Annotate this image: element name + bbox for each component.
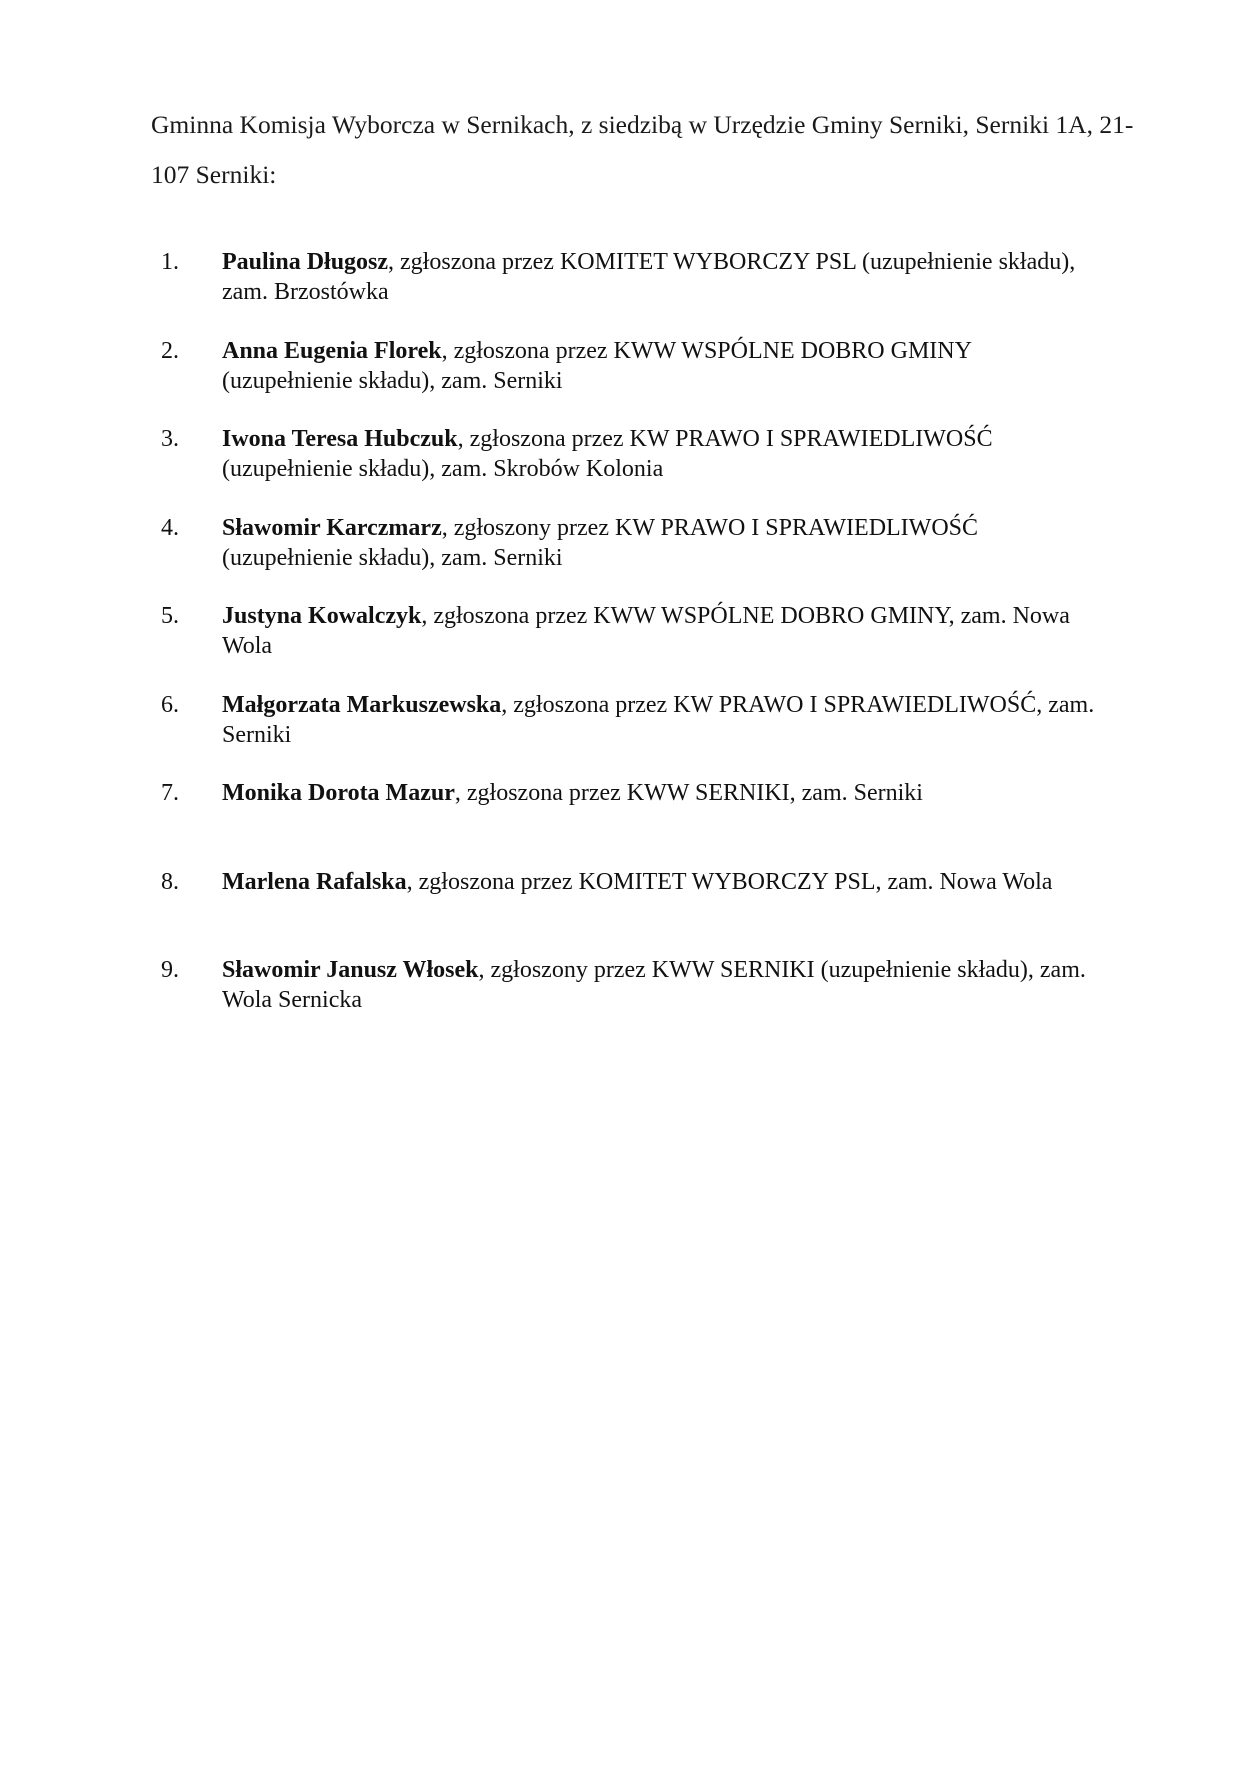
item-text xyxy=(222,424,1102,484)
member-details: , zgłoszona przez KWW WSPÓLNE DOBRO GMINY, zam. Nowa Wola xyxy=(222,603,1070,659)
item-number: 9. xyxy=(161,957,179,983)
member-name: Małgorzata Markuszewska xyxy=(222,691,502,718)
item-text xyxy=(222,247,1102,307)
member-details: , zgłoszona przez KW PRAWO I SPRAWIEDLIWOŚĆ (uzupełnienie składu), zam. Skrobów Kolonia xyxy=(222,426,993,482)
member-name: Sławomir Janusz Włosek xyxy=(222,957,479,983)
member-name: Sławomir Karczmarz xyxy=(222,514,442,541)
item-text xyxy=(222,955,1102,1015)
list-item xyxy=(0,513,1260,602)
item-text xyxy=(222,778,1102,808)
list-item xyxy=(0,601,1260,690)
list-item xyxy=(0,955,1260,1044)
commission-heading: Gminna Komisja Wyborcza w Sernikach, z siedzibą w Urzędzie Gminy Serniki, Serniki 1A, 21-107 Serniki: xyxy=(151,110,1134,189)
member-name: Anna Eugenia Florek xyxy=(222,337,442,364)
item-number: 5. xyxy=(161,603,179,629)
item-text xyxy=(222,690,1102,750)
member-details: , zgłoszona przez KWW WSPÓLNE DOBRO GMINY (uzupełnienie składu), zam. Serniki xyxy=(222,337,972,394)
member-name: Marlena Rafalska xyxy=(222,868,407,895)
item-number: 3. xyxy=(161,426,179,452)
member-name: Paulina Długosz xyxy=(222,249,389,275)
item-number: 4. xyxy=(161,514,179,541)
item-number: 1. xyxy=(161,249,179,275)
item-text xyxy=(222,601,1102,661)
member-details: , zgłoszona przez KWW SERNIKI, zam. Serniki xyxy=(454,780,923,806)
item-text xyxy=(222,336,1102,396)
member-name: Monika Dorota Mazur xyxy=(222,780,455,806)
member-list xyxy=(0,247,1260,1044)
list-item xyxy=(0,690,1260,779)
item-number: 8. xyxy=(161,868,179,895)
item-text xyxy=(222,867,1102,897)
member-details: , zgłoszona przez KOMITET WYBORCZY PSL, zam. Nowa Wola xyxy=(406,868,1053,895)
item-number: 2. xyxy=(161,337,179,364)
member-name: Iwona Teresa Hubczuk xyxy=(222,426,458,452)
list-item xyxy=(0,336,1260,425)
member-details: , zgłoszony przez KWW SERNIKI (uzupełnienie składu), zam. Wola Sernicka xyxy=(222,957,1086,1013)
item-number: 6. xyxy=(161,691,179,718)
list-item xyxy=(0,247,1260,336)
list-item xyxy=(0,778,1260,867)
member-details: , zgłoszona przez KW PRAWO I SPRAWIEDLIWOŚĆ, zam. Serniki xyxy=(222,691,1095,748)
item-number: 7. xyxy=(161,780,179,806)
item-text xyxy=(222,513,1102,573)
list-item xyxy=(0,867,1260,956)
member-details: , zgłoszony przez KW PRAWO I SPRAWIEDLIWOŚĆ (uzupełnienie składu), zam. Serniki xyxy=(222,514,979,571)
member-details: , zgłoszona przez KOMITET WYBORCZY PSL (uzupełnienie składu), zam. Brzostówka xyxy=(222,249,1076,305)
list-item xyxy=(0,424,1260,513)
member-name: Justyna Kowalczyk xyxy=(222,603,422,629)
